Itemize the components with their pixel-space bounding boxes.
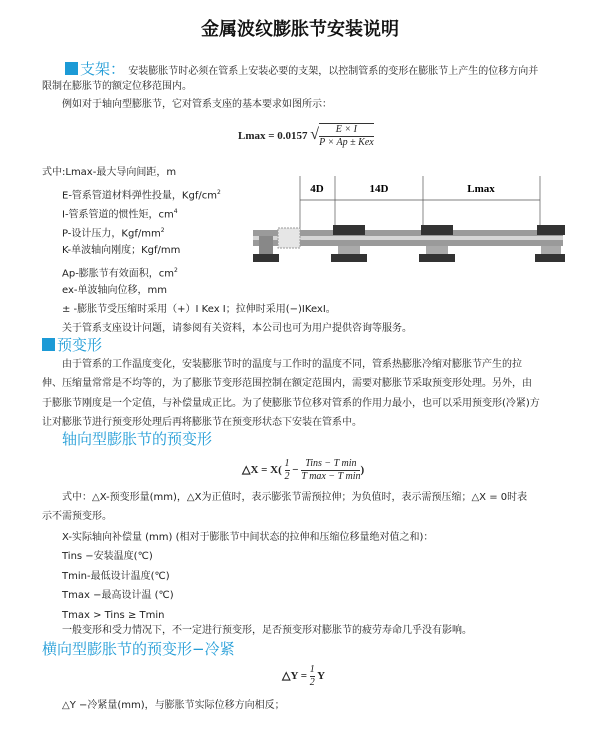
axial-line: Tmin-最低设计温度(℃) [62,571,170,582]
axial-formula: △X = X( $\frac{1}{2}$ − $\frac{\text{Tins − T min}}{\text{T max − T min}}$ ) [242,457,365,482]
axial-heading: 轴向型膨胀节的预变形 [62,430,213,448]
dim-4d: 4D [310,183,324,195]
support-heading-line [65,60,538,79]
dim-14d: 14D [369,183,389,195]
formula-numerator: E × I [319,124,374,137]
axial-line: Tmax > Tins ≥ Tmin [62,610,165,621]
axial-line: 示不需预变形。 [42,511,112,522]
support-paragraph: 安装膨胀节时必须在管系上安装必要的支架，以控制管系的变形在膨胀节上产生的位移方向并 [128,66,539,77]
lateral-line: △Y −冷紧量(mm)，与膨胀节实际位移方向相反； [62,700,285,711]
formula-denominator: P × Ap ± Kex [319,137,374,149]
bellows [278,228,300,248]
predeform-heading-line [42,336,102,355]
def-ex: ex-单波轴向位移，mm [62,285,167,296]
formula-left: Lmax = 0.0157 [238,130,308,142]
def-i: I-管系管道的惯性矩，$cm^4$ [62,208,178,221]
axial-line: X-实际轴向补偿量 (mm) (相对于膨胀节中间状态的拉伸和压缩位移量绝对值之和)： [62,532,434,543]
def-ap: Ap-膨胀节有效面积，$cm^2$ [62,267,178,280]
predeform-line: 于膨胀节刚度是一个定值，与补偿量成正比。为了使膨胀节位移对管系的作用力最小，也可以采用预变形(冷紧)方 [42,398,540,409]
def-pm: ± -膨胀节受压缩时采用（+）I Kex I；拉伸时采用(−)IKexI。 [62,304,336,315]
lateral-formula: △Y = $\frac{1}{2}$ Y [282,663,326,688]
lmax-formula: Lmax = 0.0157 √ $\frac{E \times I}{\text{P × Ap ± Kex}}$ [238,124,374,149]
def-e: E-管系管道材料弹性投量，Kgf/$cm^2$ [62,189,221,202]
def-k: K-单波轴向刚度；Kgf/mm [62,245,181,256]
dim-lmax: Lmax [467,183,495,195]
support-diagram [245,170,565,275]
axial-line: 一般变形和受力情况下，不一定进行预变形，足否预变形对膨胀节的疲劳寿命几乎没有影响。 [62,625,472,636]
support-paragraph-cont: 限制在膨胀节的额定位移范围内。 [42,81,192,92]
axial-line: Tmax −最高设计温 (℃) [62,590,174,601]
lateral-heading: 横向型膨胀节的预变形−冷紧 [42,640,235,658]
support-heading: 支架： [80,60,126,78]
def-lmax: 式中:Lmax-最大导向间距，m [42,167,177,178]
support-note: 关于管系支座设计问题，请参阅有关资料，本公司也可为用户提供咨询等服务。 [62,323,412,334]
square-bullet-icon [65,62,78,75]
square-bullet-icon [42,338,55,351]
axial-line: 式中：△X-预变形量(mm)，△X为正值时，表示膨张节需预拉伸；为负值时，表示需预压缩；△X = 0时表 [62,492,528,503]
def-p: P-设计压力，Kgf/$mm^2$ [62,227,165,240]
predeform-heading: 预变形 [57,336,103,354]
predeform-line: 由于管系的工作温度变化，安装膨胀节时的温度与工作时的温度不同，管系热膨胀冷缩对膨胀节产生的拉 [62,359,522,370]
predeform-line: 伸、压缩量常常是不均等的，为了膨胀节变形范围控制在额定范围内，需要对膨胀节采取预变形处理。另外，由 [42,378,532,389]
predeform-line: 让对膨胀节进行预变形处理后再将膨胀节在预变形状态下安装在管系中。 [42,417,362,428]
support-example: 例如对于轴向型膨胀节，它对管系支座的基本要求如图所示： [62,99,332,110]
page-title: 金属波纹膨胀节安装说明 [201,19,399,40]
axial-line: Tins −安装温度(℃) [62,551,153,562]
